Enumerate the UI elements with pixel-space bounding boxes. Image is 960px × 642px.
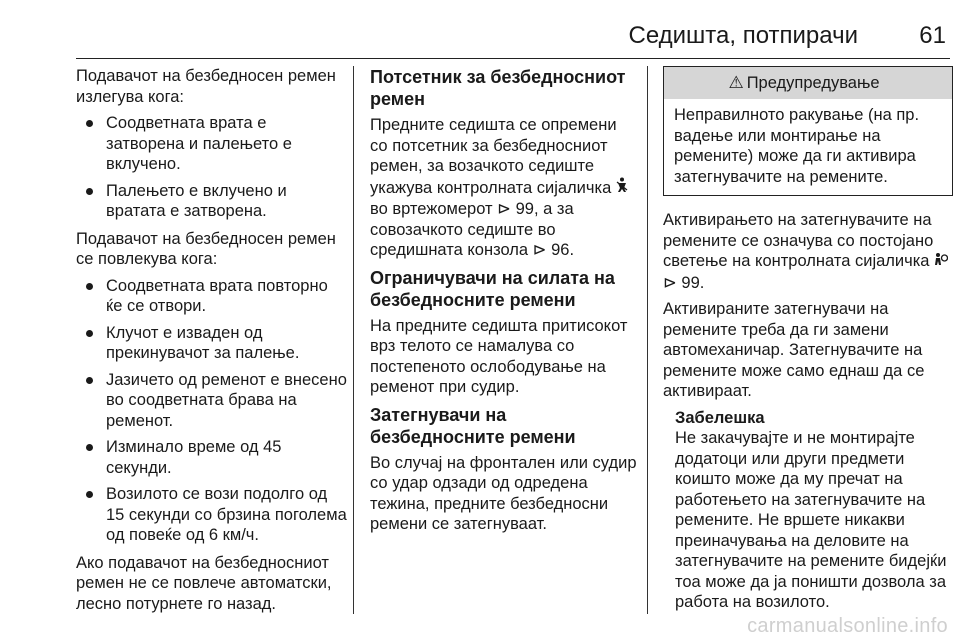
text-fragment: Предните седишта се опремени со потсетник за безбедносниот ремен, за возачкото седиште укажува контролната сијаличка: [370, 116, 617, 197]
warning-header: [664, 67, 952, 99]
column-divider-1: [353, 66, 354, 614]
list-item: Клучот е извaден од прекинувачот за палење.: [76, 323, 348, 364]
list-item: Соодветната врата е затворена и палењето е вклучено.: [76, 113, 348, 175]
page-reference-icon: ⊳: [532, 241, 547, 259]
header-rule: [76, 58, 950, 59]
note-block: [663, 408, 953, 613]
page-number: 61: [919, 22, 946, 49]
paragraph: Подавачот на безбедносен ремен излегува кога:: [76, 67, 336, 106]
warning-triangle-icon: ⚠: [728, 73, 744, 92]
page-reference-icon: ⊳: [497, 200, 511, 218]
bullet-list: [76, 113, 348, 222]
warning-text: Неправилното ракување (на пр. вадење или монтирање на ремените) може да ги активира затегнувачите на ремените.: [674, 106, 920, 186]
text-fragment: 99, а за совозачкото седиште во средишната конзола: [370, 200, 574, 259]
warning-box: [663, 66, 953, 196]
bullet-list: [76, 276, 348, 546]
paragraph: Активираните затегнувачи на ремените треба да ги замени автомеханичар. Затегнувачите на ремените може само еднаш да се активираат.: [663, 300, 925, 400]
list-item: Изминало време од 45 секунди.: [76, 437, 348, 478]
list-item: Јазичето од ременот е внесено во соодветната брава на ременот.: [76, 370, 348, 432]
paragraph: Подавачот на безбедносен ремен се повлекува кога:: [76, 229, 336, 268]
column-left: [76, 66, 348, 620]
list-item: Палењето е вклучено и вратата е затворена.: [76, 181, 348, 222]
paragraph: [370, 115, 638, 261]
section-heading: Ограничувачи на силата на безбедносните ремени: [370, 267, 615, 310]
page-reference-icon: ⊳: [663, 273, 677, 292]
text-fragment: 99.: [681, 273, 705, 292]
text-fragment: Активирањето на затегнувачите на ремените се означува со постојано светење на контролната сијаличка: [663, 211, 934, 270]
column-middle: [370, 66, 638, 541]
warning-title: Предупредување: [746, 74, 880, 92]
note-title: Забелешка: [675, 408, 765, 427]
seatbelt-warning-icon: [616, 180, 628, 197]
paragraph: На предните седишта притисокот врз телото се намалува со постепеното ослободување на ременот при судир.: [370, 316, 628, 396]
page-header: [0, 0, 960, 58]
airbag-warning-icon: [934, 253, 948, 270]
text-fragment: во вртежомерот: [370, 200, 493, 218]
section-heading: Потсетник за безбедносниот ремен: [370, 67, 626, 109]
paragraph: [663, 210, 953, 293]
paragraph: Во случај на фронтален или судир со удар одзади од одредена тежина, предните безбедносни ремени се затегнуваат.: [370, 453, 637, 533]
column-divider-2: [647, 66, 648, 614]
column-right: [663, 66, 953, 613]
watermark: carmanualsonline.info: [747, 615, 948, 637]
section-title: Седишта, потпирачи: [628, 22, 858, 49]
list-item: Соодветната врата повторно ќе се отвори.: [76, 276, 348, 317]
paragraph: Ако подавачот на безбедносниот ремен не се повлече автоматски, лесно потурнете го назад.: [76, 553, 332, 613]
list-item: Возилото се вози подолго од 15 секунди со брзина поголема од повеќе од 6 км/ч.: [76, 484, 348, 546]
text-fragment: 96.: [551, 241, 575, 259]
section-heading: Затегнувачи на безбедносните ремени: [370, 404, 576, 447]
note-text: Не закачувајте и не монтирајте додатоци или други предмети коишто може да му пречат на работењето на затегнувачите на ремените. Не вршете никакви преиначувања на деловите на затегнувачите на ремените бидејќи тоа може да ја поништи дозвола за работа на возилото.: [675, 429, 947, 611]
